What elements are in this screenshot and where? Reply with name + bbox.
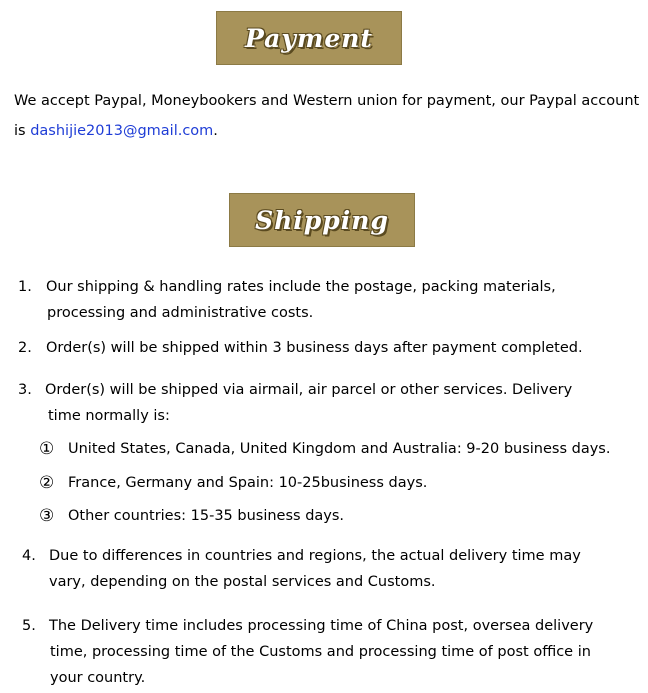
item-text: vary, depending on the postal services and Customs. (49, 574, 436, 590)
item-number: 4. (22, 548, 36, 564)
item-text: Our shipping & handling rates include the postage, packing materials, (46, 279, 556, 295)
item-text: Order(s) will be shipped within 3 business days after payment completed. (46, 340, 583, 356)
item-number: 3. (18, 382, 32, 398)
circled-number-2: ② (39, 473, 55, 493)
payment-paragraph (14, 86, 644, 146)
item-text: processing and administrative costs. (47, 305, 314, 321)
item-text: time, processing time of the Customs and processing time of post office in (50, 644, 591, 660)
item-text: Due to differences in countries and regions, the actual delivery time may (49, 548, 581, 564)
item-number: 2. (18, 340, 32, 356)
delivery-time-text: United States, Canada, United Kingdom and Australia: 9-20 business days. (68, 441, 611, 457)
item-text: Order(s) will be shipped via airmail, air parcel or other services. Delivery (45, 382, 573, 398)
payment-text: We accept Paypal, Moneybookers and Western union for payment, our Paypal account is (14, 93, 640, 139)
item-number: 1. (18, 279, 32, 295)
item-text: The Delivery time includes processing time of China post, oversea delivery (49, 618, 594, 634)
shipping-banner (229, 193, 415, 247)
item-number: 5. (22, 618, 36, 634)
circled-number-3: ③ (39, 506, 55, 526)
circled-number-1: ① (39, 439, 55, 459)
item-text: your country. (50, 670, 146, 686)
paypal-email-link[interactable]: dashijie2013@gmail.com (30, 123, 214, 139)
payment-text-end: . (213, 123, 218, 139)
payment-banner (216, 11, 402, 65)
shipping-title: Shipping (255, 205, 389, 235)
item-text: time normally is: (48, 408, 170, 424)
delivery-time-text: France, Germany and Spain: 10-25business days. (68, 475, 428, 491)
payment-title: Payment (245, 23, 373, 53)
delivery-time-text: Other countries: 15-35 business days. (68, 508, 345, 524)
